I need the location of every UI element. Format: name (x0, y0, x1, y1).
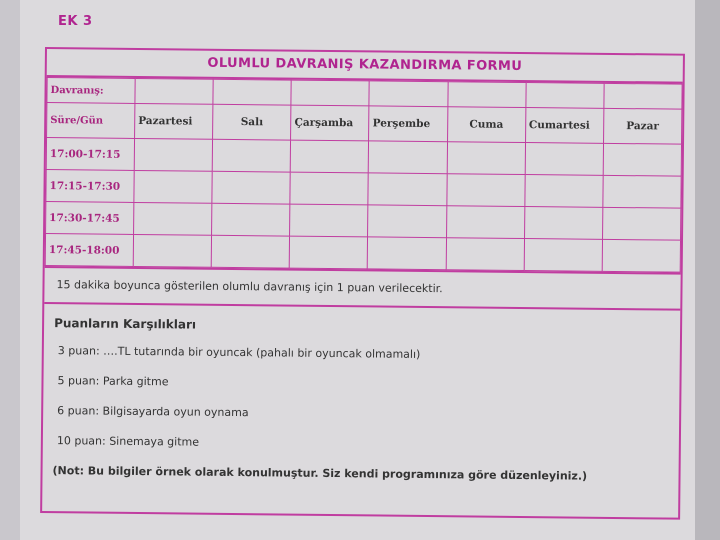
rewards-title: Puanların Karşılıkları (54, 316, 197, 332)
score-cell[interactable] (446, 238, 524, 271)
score-cell[interactable] (212, 203, 290, 236)
time-slot-label: 17:30-17:45 (46, 202, 134, 235)
paper-edge (695, 0, 720, 540)
duration-day-label: Süre/Gün (47, 103, 135, 139)
day-header: Pazartesi (135, 103, 214, 139)
score-cell[interactable] (368, 205, 446, 238)
reward-item: 5 puan: Parka gitme (57, 374, 169, 389)
score-cell[interactable] (134, 202, 212, 235)
score-cell[interactable] (602, 207, 680, 240)
score-cell[interactable] (525, 143, 603, 176)
score-cell[interactable] (603, 143, 681, 176)
reward-item: 10 puan: Sinemaya gitme (56, 434, 200, 449)
day-header: Çarşamba (291, 105, 370, 141)
time-slot-label: 17:15-17:30 (46, 170, 134, 203)
time-slot-label: 17:45-18:00 (45, 234, 133, 267)
score-cell[interactable] (524, 239, 602, 272)
score-cell[interactable] (290, 172, 368, 205)
score-cell[interactable] (212, 139, 290, 172)
score-cell[interactable] (369, 141, 447, 174)
score-cell[interactable] (290, 140, 368, 173)
behavior-cell[interactable] (291, 80, 369, 106)
behavior-cell[interactable] (526, 83, 604, 109)
behavior-cell[interactable] (213, 79, 291, 105)
behavior-label: Davranış: (47, 78, 135, 104)
form-title: OLUMLU DAVRANIŞ KAZANDIRMA FORMU (47, 49, 683, 84)
schedule-table (45, 77, 683, 273)
score-cell[interactable] (525, 175, 603, 208)
reward-item: 3 puan: ….TL tutarında bir oyuncak (pahalı bir oyuncak olmamalı) (57, 344, 421, 361)
score-cell[interactable] (368, 237, 446, 270)
score-cell[interactable] (133, 234, 211, 267)
score-cell[interactable] (446, 174, 524, 207)
behavior-cell[interactable] (135, 78, 213, 104)
score-cell[interactable] (290, 204, 368, 237)
time-slot-label: 17:00-17:15 (46, 138, 134, 171)
behavior-cell[interactable] (369, 81, 447, 107)
score-cell[interactable] (602, 239, 680, 272)
score-cell[interactable] (524, 207, 602, 240)
day-header: Pazar (603, 108, 682, 144)
rewards-section (42, 304, 680, 492)
day-header: Salı (213, 104, 292, 140)
behavior-cell[interactable] (604, 83, 682, 109)
scoring-note: 15 dakika boyunca gösterilen olumlu davranış için 1 puan verilecektir. (44, 266, 680, 311)
behavior-cell[interactable] (447, 82, 525, 108)
score-cell[interactable] (212, 171, 290, 204)
score-cell[interactable] (446, 206, 524, 239)
score-cell[interactable] (447, 142, 525, 175)
footnote: (Not: Bu bilgiler örnek olarak konulmuştur. Siz kendi programınıza göre düzenleyiniz.) (52, 464, 588, 483)
score-cell[interactable] (289, 236, 367, 269)
appendix-label: EK 3 (58, 14, 93, 29)
behavior-form (40, 47, 685, 520)
score-cell[interactable] (368, 173, 446, 206)
score-cell[interactable] (134, 138, 212, 171)
day-header: Cumartesi (525, 108, 604, 144)
score-cell[interactable] (603, 175, 681, 208)
score-cell[interactable] (211, 235, 289, 268)
day-header: Cuma (447, 107, 526, 143)
score-cell[interactable] (134, 170, 212, 203)
reward-item: 6 puan: Bilgisayarda oyun oynama (57, 404, 249, 420)
day-header: Perşembe (369, 106, 448, 142)
